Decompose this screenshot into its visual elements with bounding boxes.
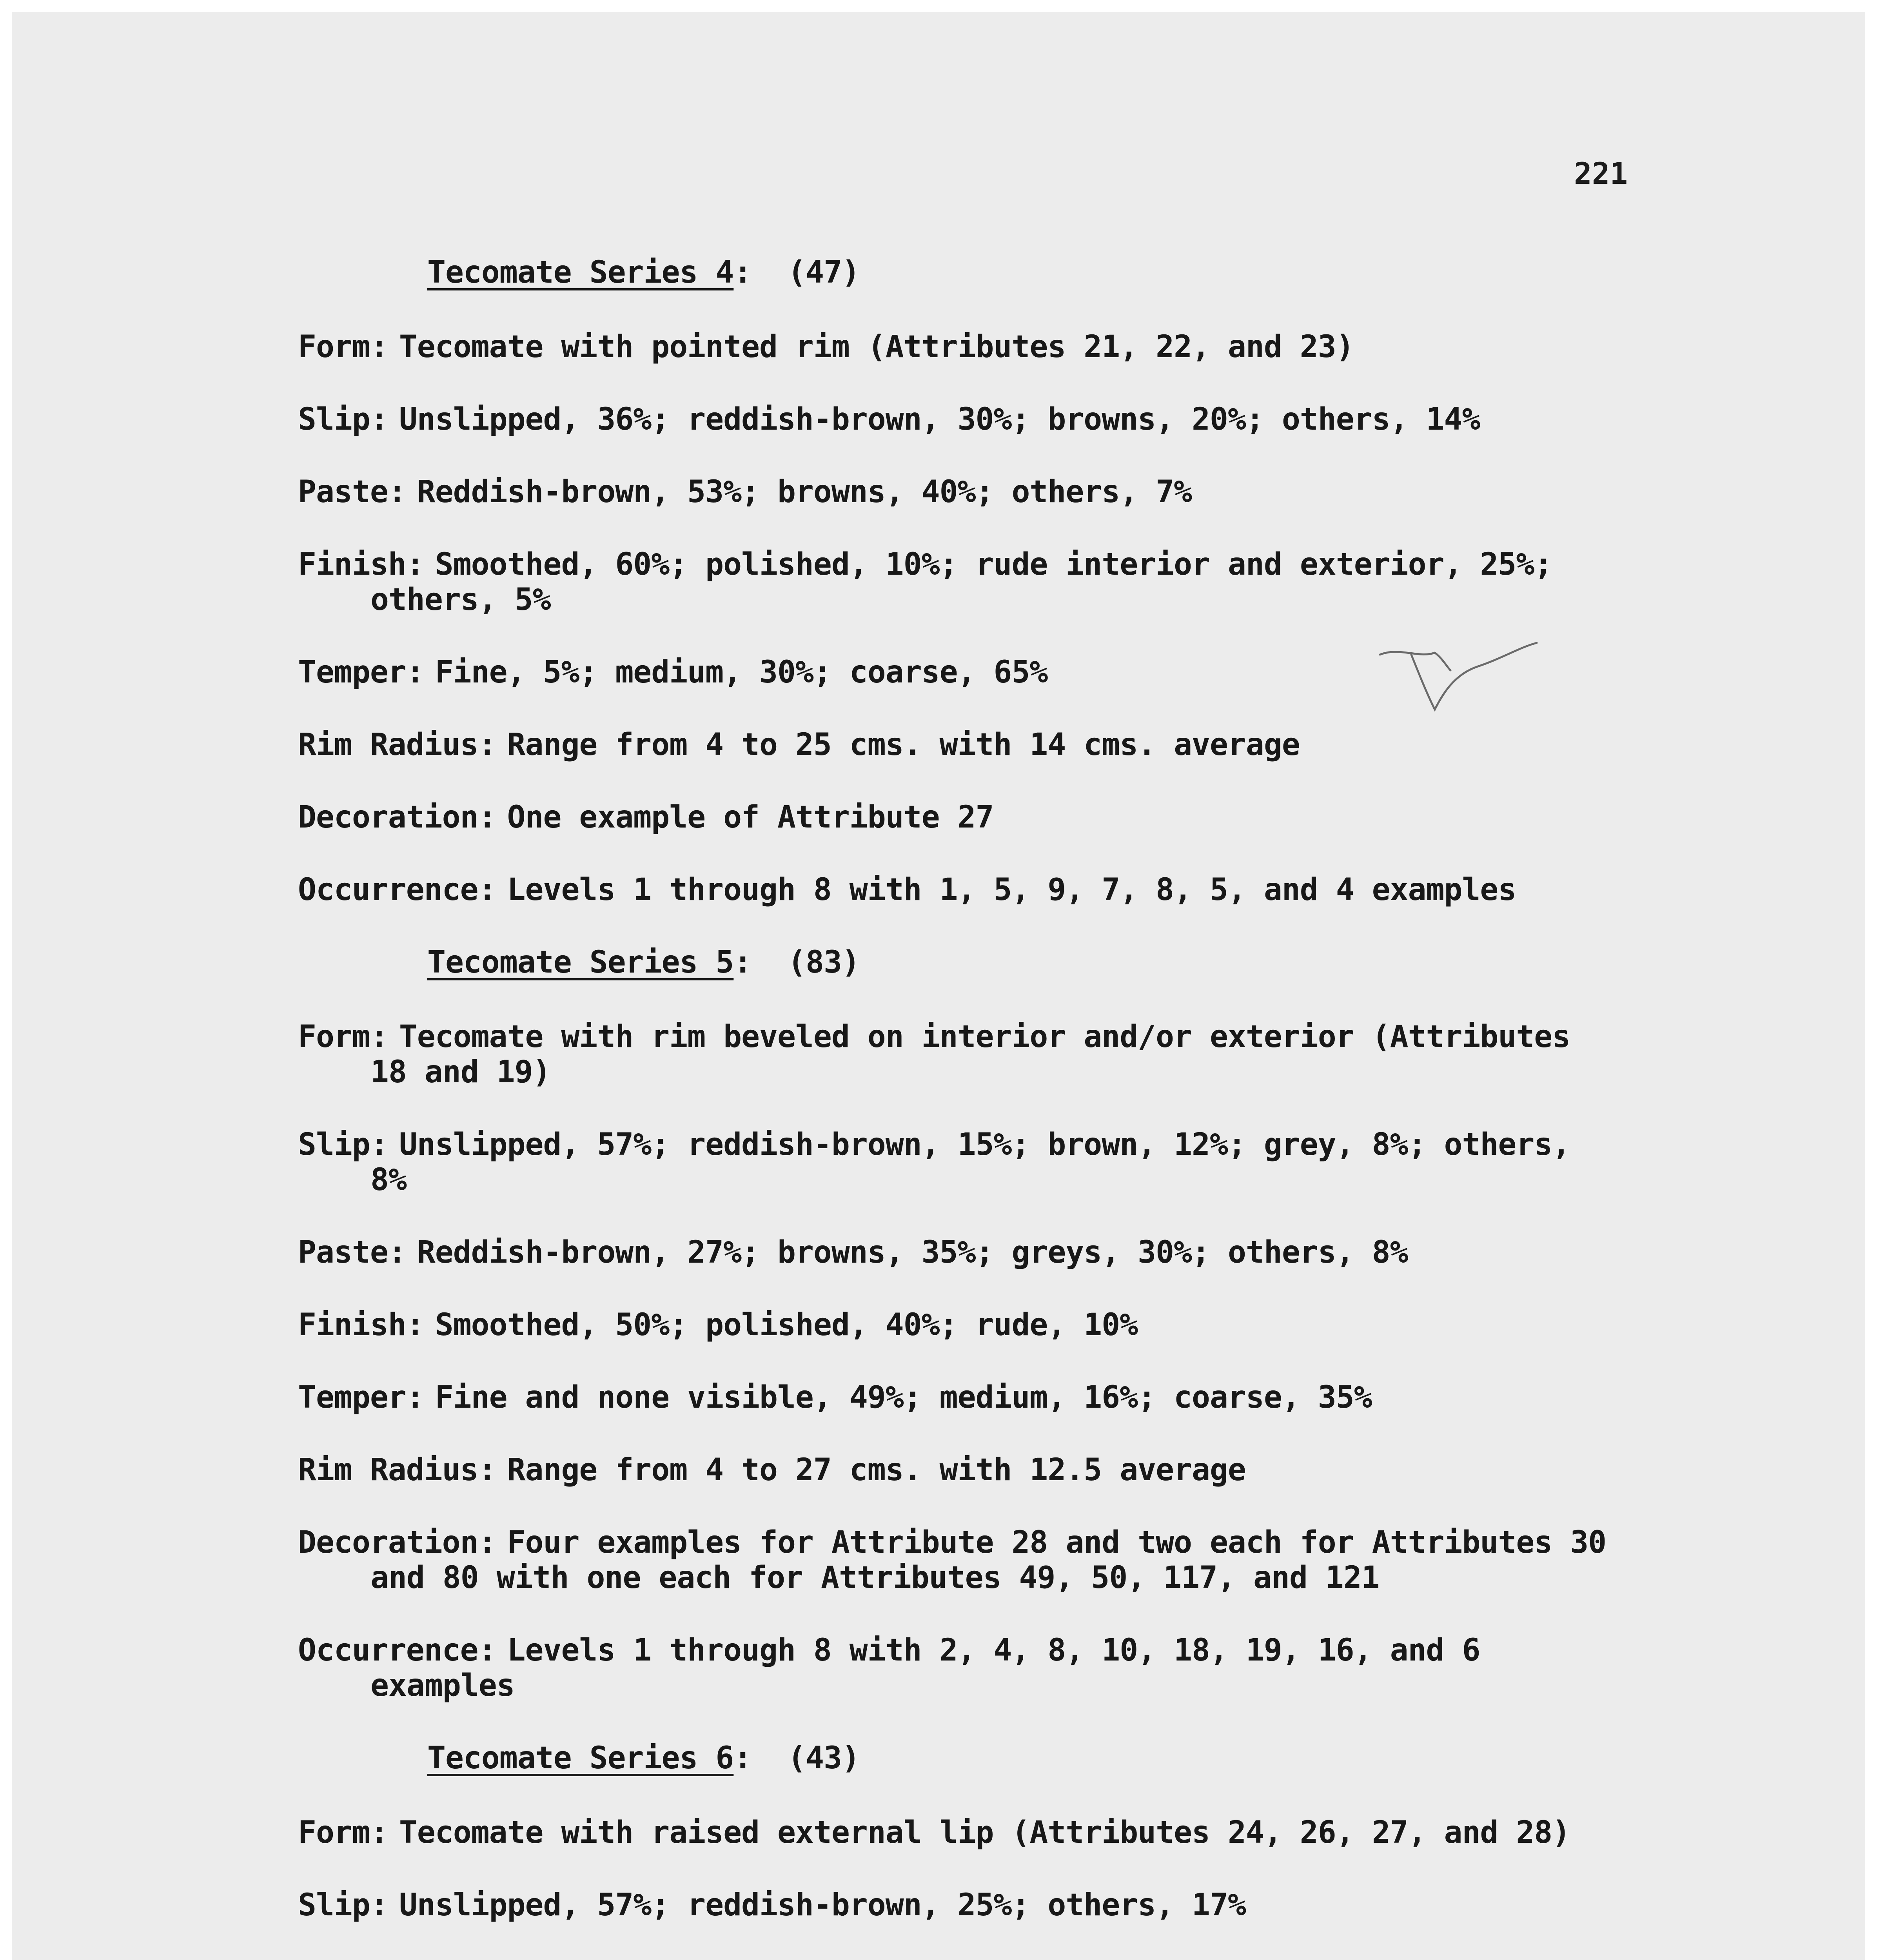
entry-decoration — [298, 1525, 1623, 1595]
entry-label: Rim Radius: — [298, 1452, 496, 1488]
entry-label: Form: — [298, 1019, 388, 1054]
entry-text: Tecomate with rim beveled on interior and/or exterior (Attributes 18 and 19) — [370, 1019, 1570, 1090]
document-page — [12, 12, 1865, 1960]
entry-label: Form: — [298, 1815, 388, 1850]
entry-text: Reddish-brown, 53%; browns, 40%; others, 7% — [417, 474, 1192, 510]
series-count: (47) — [788, 255, 860, 290]
entry-text: Smoothed, 60%; polished, 10%; rude interior and exterior, 25%; others, 5% — [370, 547, 1552, 617]
entry-text: Tecomate with pointed rim (Attributes 21, 22, and 23) — [399, 329, 1354, 365]
entry-text: Tecomate with raised external lip (Attributes 24, 26, 27, and 28) — [399, 1815, 1570, 1850]
entry-label: Decoration: — [298, 800, 496, 835]
entry-rim-radius — [298, 1452, 1623, 1488]
series-title: Tecomate Series 6 — [427, 1740, 734, 1776]
entry-label: Slip: — [298, 1127, 388, 1162]
entry-text: Range from 4 to 27 cms. with 12.5 average — [507, 1452, 1246, 1488]
entry-label: Paste: — [298, 1235, 406, 1270]
entry-label: Rim Radius: — [298, 727, 496, 762]
series-title: Tecomate Series 5 — [427, 945, 734, 980]
entry-label: Slip: — [298, 1887, 388, 1923]
entry-label: Occurrence: — [298, 1633, 496, 1668]
entry-label: Temper: — [298, 1380, 424, 1415]
series-heading: Tecomate Series 6: (43) — [427, 1740, 860, 1776]
series-heading: Tecomate Series 4: (47) — [427, 255, 860, 290]
entry-label: Slip: — [298, 402, 388, 437]
series-count: (83) — [788, 945, 860, 980]
entry-slip — [298, 402, 1623, 437]
entry-text: Four examples for Attribute 28 and two each for Attributes 30 and 80 with one each for Attributes 49, 50, 117, and 121 — [370, 1525, 1607, 1595]
entry-finish — [298, 547, 1623, 617]
entry-slip — [298, 1127, 1623, 1198]
entry-finish — [298, 1307, 1623, 1343]
series-title: Tecomate Series 4 — [427, 255, 734, 290]
entry-text: Range from 4 to 25 cms. with 14 cms. average — [507, 727, 1300, 762]
page-number: 221 — [1574, 156, 1628, 191]
series-heading: Tecomate Series 5: (83) — [427, 945, 860, 980]
entry-temper — [298, 1380, 1623, 1415]
entry-text: One example of Attribute 27 — [507, 800, 994, 835]
entry-label: Finish: — [298, 1307, 424, 1343]
entry-label: Occurrence: — [298, 872, 496, 907]
entry-label: Decoration: — [298, 1525, 496, 1560]
entry-form — [298, 1019, 1623, 1090]
series-content — [298, 255, 1623, 1960]
entry-occurrence — [298, 1633, 1623, 1703]
entry-rim-radius — [298, 727, 1623, 762]
entry-text: Levels 1 through 8 with 1, 5, 9, 7, 8, 5, and 4 examples — [507, 872, 1516, 907]
entry-paste — [298, 474, 1623, 510]
entry-text: Unslipped, 57%; reddish-brown, 25%; others, 17% — [399, 1887, 1246, 1923]
entry-label: Temper: — [298, 655, 424, 690]
entry-text: Levels 1 through 8 with 2, 4, 8, 10, 18, 19, 16, and 6 examples — [370, 1633, 1480, 1703]
entry-text: Fine, 5%; medium, 30%; coarse, 65% — [435, 655, 1048, 690]
entry-slip — [298, 1887, 1623, 1923]
entry-form — [298, 329, 1623, 365]
entry-label: Form: — [298, 329, 388, 365]
entry-text: Smoothed, 50%; polished, 40%; rude, 10% — [435, 1307, 1138, 1343]
entry-text: Unslipped, 36%; reddish-brown, 30%; browns, 20%; others, 14% — [399, 402, 1480, 437]
entry-text: Unslipped, 57%; reddish-brown, 15%; brown, 12%; grey, 8%; others, 8% — [370, 1127, 1570, 1198]
entry-label: Finish: — [298, 547, 424, 582]
entry-temper — [298, 655, 1623, 690]
entry-paste — [298, 1235, 1623, 1270]
entry-label: Paste: — [298, 474, 406, 510]
entry-text: Fine and none visible, 49%; medium, 16%; coarse, 35% — [435, 1380, 1372, 1415]
entry-text: Reddish-brown, 27%; browns, 35%; greys, 30%; others, 8% — [417, 1235, 1408, 1270]
entry-occurrence — [298, 872, 1623, 907]
entry-form — [298, 1815, 1623, 1850]
series-count: (43) — [788, 1740, 860, 1776]
entry-decoration — [298, 800, 1623, 835]
